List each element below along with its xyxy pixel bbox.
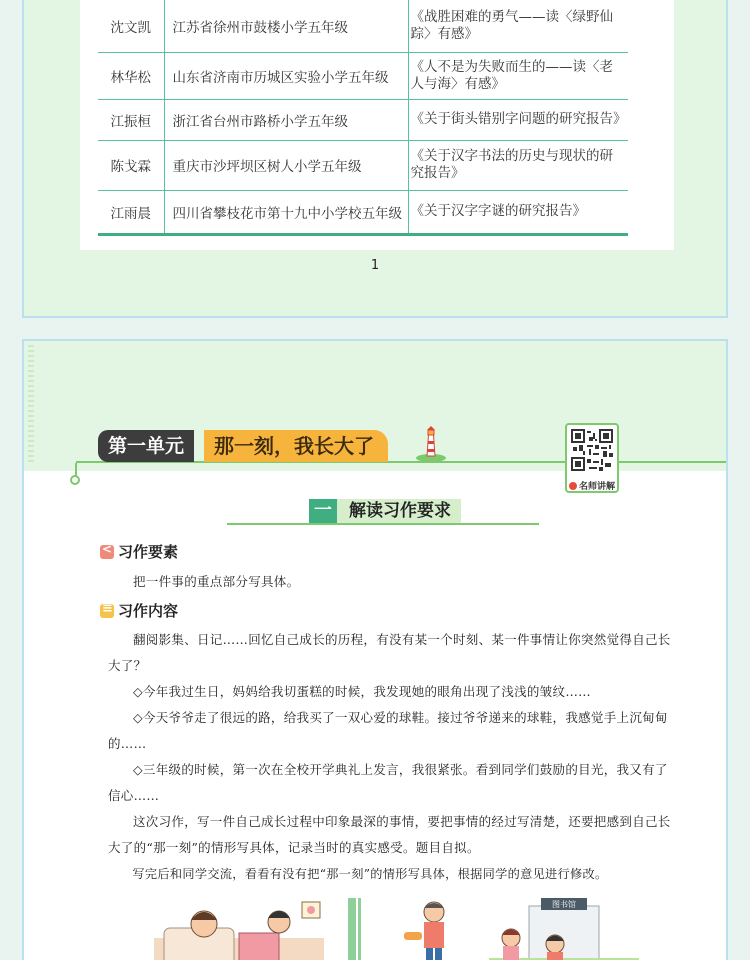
table-row: [98, 99, 628, 140]
student-school: 重庆市沙坪坝区树人小学五年级: [164, 140, 408, 190]
student-name: 沈文凯: [98, 0, 164, 52]
work-title: 《战胜困难的勇气——读〈绿野仙踪〉有感》: [408, 0, 628, 52]
qr-caption-text: 名师讲解: [578, 482, 615, 492]
page-number: 1: [370, 258, 380, 273]
honor-table: [98, 0, 628, 236]
work-title: 《人不是为失败而生的——读〈老人与海〉有感》: [408, 52, 628, 99]
student-school: 四川省攀枝花市第十九中小学校五年级: [164, 190, 408, 234]
section-underline: [227, 523, 539, 525]
essentials-text: 把一件事的重点部分写具体。: [133, 574, 300, 589]
student-name: 陈戈霖: [98, 140, 164, 190]
document-icon: [100, 604, 114, 618]
play-dot-icon: [569, 482, 577, 490]
unit-page: [22, 339, 728, 960]
speech-illustration: [489, 898, 639, 960]
essentials-heading: [100, 541, 178, 562]
honor-table-sheet: [80, 0, 674, 250]
content-example: ◇今年我过生日，妈妈给我切蛋糕的时候，我发现她的眼角出现了浅浅的皱纹……: [133, 684, 591, 699]
work-title: 《关于街头错别字问题的研究报告》: [408, 99, 628, 140]
content-example: ◇今天爷爷走了很远的路，给我买了一双心爱的球鞋。接过爷爷递来的球鞋，我感觉手上沉甸甸的……: [108, 710, 668, 751]
content-heading-text: 习作内容: [118, 602, 179, 620]
section-number: 一: [309, 499, 337, 523]
unit-label: 第一单元: [98, 430, 194, 462]
content-example: ◇三年级的时候，第一次在全校开学典礼上发言，我很紧张。看到同学们鼓励的目光，我又有了信心……: [108, 762, 668, 803]
section-header: [227, 497, 539, 527]
content-heading: [100, 600, 178, 621]
birthday-illustration: [154, 898, 324, 960]
share-icon: [100, 545, 114, 559]
section-title: 解读习作要求: [337, 499, 461, 523]
library-sign: 图书馆: [552, 900, 576, 909]
table-row: [98, 140, 628, 190]
decorative-dots: [28, 345, 34, 465]
student-school: 浙江省台州市路桥小学五年级: [164, 99, 408, 140]
work-title: 《关于汉字书法的历史与现状的研究报告》: [408, 140, 628, 190]
content-paragraph: 翻阅影集、日记……回忆自己成长的历程，有没有某一个时刻、某一件事情让你突然觉得自己长大了？: [108, 632, 671, 673]
student-name: 江雨晨: [98, 190, 164, 234]
qr-caption: [567, 479, 617, 492]
table-row: [98, 52, 628, 99]
student-name: 林华松: [98, 52, 164, 99]
grandpa-shoes-illustration: [344, 898, 504, 960]
lighthouse-icon: [416, 425, 446, 461]
student-name: 江振桓: [98, 99, 164, 140]
table-row: [98, 190, 628, 234]
qr-code-icon[interactable]: [571, 429, 613, 471]
student-school: 江苏省徐州市鼓楼小学五年级: [164, 0, 408, 52]
unit-title: 那一刻，我长大了: [204, 430, 388, 462]
student-school: 山东省济南市历城区实验小学五年级: [164, 52, 408, 99]
content-paragraph: 写完后和同学交流，看看有没有把“那一刻”的情形写具体，根据同学的意见进行修改。: [132, 867, 608, 881]
work-title: 《关于汉字字谜的研究报告》: [408, 190, 628, 234]
essentials-heading-text: 习作要素: [118, 543, 179, 561]
table-row: [98, 0, 628, 52]
previous-page: [22, 0, 728, 318]
qr-code-card[interactable]: [565, 423, 619, 493]
content-paragraph: 这次习作，写一件自己成长过程中印象最深的事情，要把事情的经过写清楚，还要把感到自己长大了的“那一刻”的情形写具体，记录当时的真实感受。题目自拟。: [108, 814, 671, 855]
header-rule-dot: [70, 475, 80, 485]
